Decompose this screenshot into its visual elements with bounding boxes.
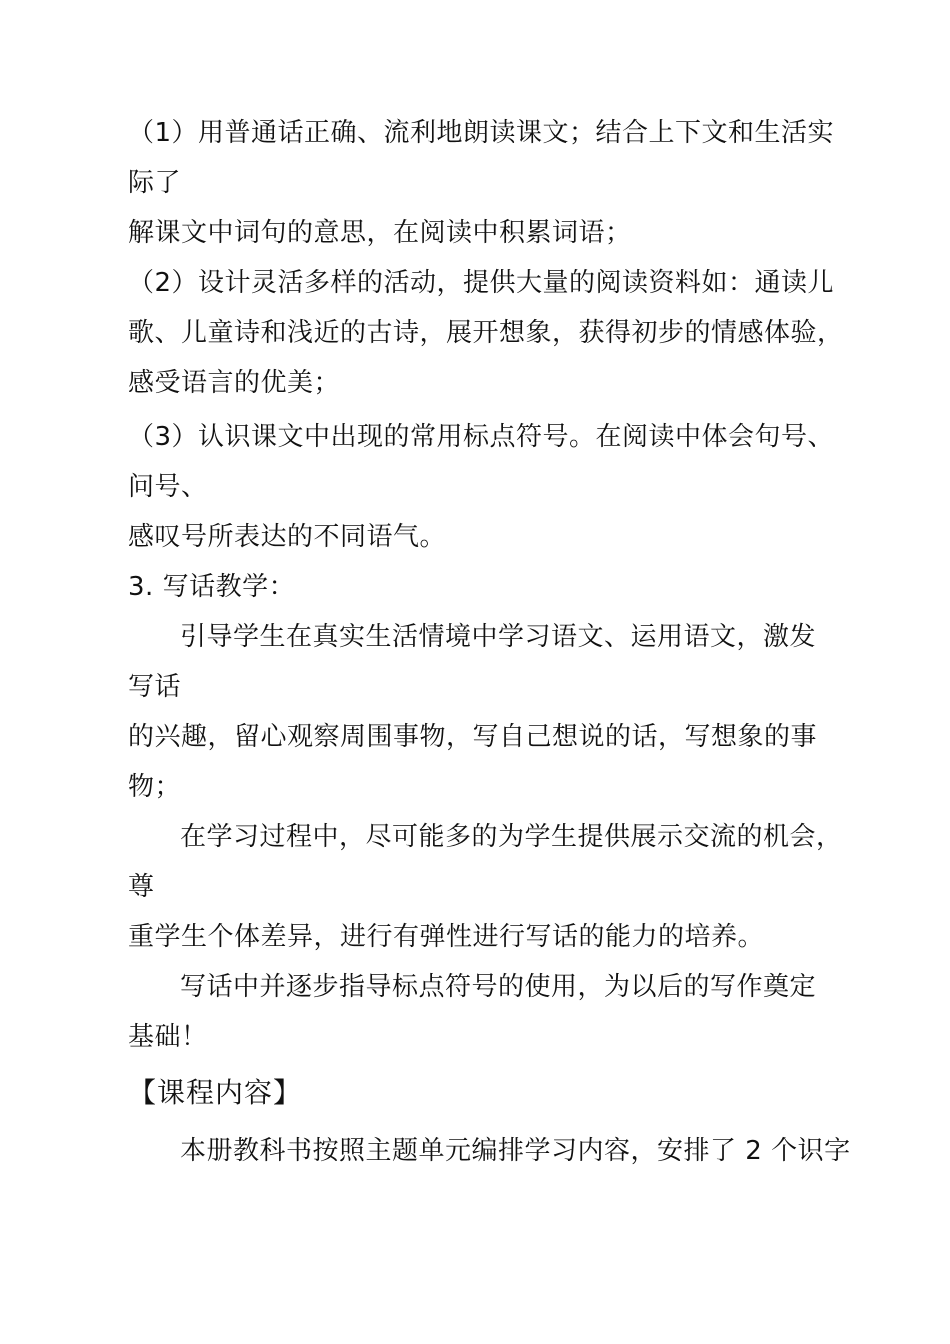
text-line: 际了: [128, 168, 182, 198]
text-line: 基础！: [128, 1022, 208, 1052]
text-line: 尊: [128, 872, 155, 902]
text-line: 解课文中词句的意思，在阅读中积累词语；: [128, 218, 632, 248]
text-line: 在学习过程中，尽可能多的为学生提供展示交流的机会，: [180, 822, 843, 852]
text-line: 重学生个体差异，进行有弹性进行写话的能力的培养。: [128, 922, 765, 952]
section-heading-writing: 3. 写话教学：: [128, 572, 296, 602]
text-line: 感叹号所表达的不同语气。: [128, 522, 447, 552]
text-line: 感受语言的优美；: [128, 368, 341, 398]
text-line: 的兴趣，留心观察周围事物，写自己想说的话，写想象的事: [128, 722, 818, 752]
text-line: 写话中并逐步指导标点符号的使用，为以后的写作奠定: [180, 972, 817, 1002]
text-line: 歌、儿童诗和浅近的古诗，展开想象，获得初步的情感体验，: [128, 318, 844, 348]
text-line: 物；: [128, 772, 182, 802]
text-line: （1）用普通话正确、流利地朗读课文；结合上下文和生活实: [128, 118, 835, 148]
text-line: （2）设计灵活多样的活动，提供大量的阅读资料如：通读儿: [128, 268, 835, 298]
text-line: 本册教科书按照主题单元编排学习内容，安排了 2 个识字: [180, 1136, 851, 1166]
text-line: 写话: [128, 672, 182, 702]
text-line: 问号、: [128, 472, 208, 502]
section-heading-course-content: 【课程内容】: [128, 1076, 303, 1109]
text-line: 引导学生在真实生活情境中学习语文、运用语文，激发: [180, 622, 817, 652]
text-line: （3）认识课文中出现的常用标点符号。在阅读中体会句号、: [128, 422, 835, 452]
